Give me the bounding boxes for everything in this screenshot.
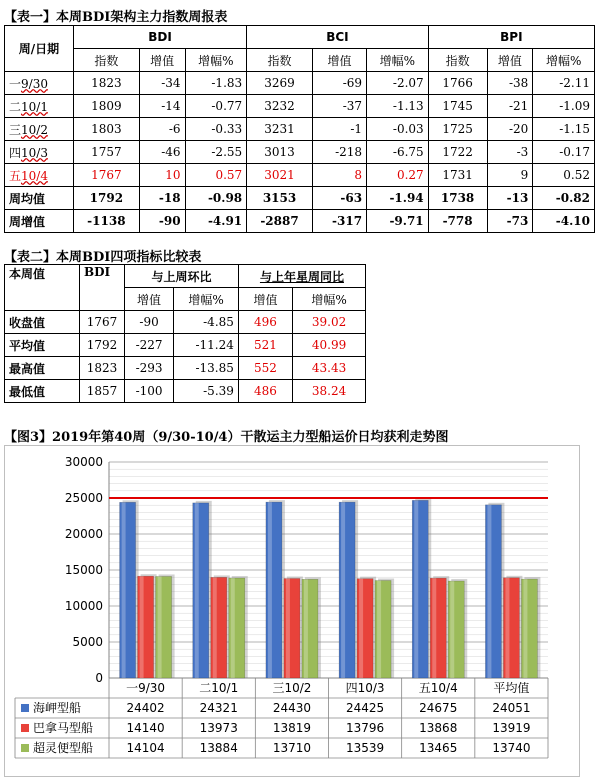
bci-cell: -6.75 — [367, 141, 429, 164]
bar — [284, 577, 303, 678]
bar — [485, 503, 504, 678]
yoy-pct-cell: 39.02 — [293, 311, 366, 334]
bar — [430, 576, 449, 678]
bar — [412, 498, 431, 678]
table1-subheader — [5, 49, 595, 72]
col-bdi-header: BDI — [80, 265, 125, 311]
category-label: 五10/4 — [418, 681, 458, 695]
wow-pct-cell: -5.39 — [174, 380, 239, 403]
bci-cell: 3153 — [247, 187, 313, 210]
date-cell — [5, 141, 74, 164]
bar — [302, 577, 321, 678]
table-row — [5, 357, 366, 380]
data-label: 14140 — [126, 721, 165, 735]
bdi-cell: -14 — [139, 95, 185, 118]
bpi-cell: -3 — [487, 141, 533, 164]
bpi-cell: -1.09 — [533, 95, 595, 118]
data-label: 14104 — [126, 741, 165, 755]
bar-highlight — [487, 505, 491, 678]
legend-label: 海岬型船 — [33, 701, 82, 715]
subheader-cell: 指数 — [74, 49, 140, 72]
bci-cell: 3021 — [247, 164, 313, 187]
summary-label: 周增值 — [5, 210, 74, 233]
wow-inc-cell: -90 — [125, 311, 174, 334]
category-label: 一9/30 — [126, 681, 166, 695]
row-label: 平均值 — [5, 334, 80, 357]
subheader-cell: 增幅% — [174, 288, 239, 311]
bpi-cell: -20 — [487, 118, 533, 141]
wow-pct-cell: -13.85 — [174, 357, 239, 380]
data-label: 13819 — [272, 721, 312, 735]
table-row — [5, 334, 366, 357]
subheader-cell: 增值 — [238, 288, 292, 311]
y-tick-label: 0 — [95, 671, 103, 685]
bar-highlight — [414, 500, 418, 678]
subheader-cell: 增幅% — [293, 288, 366, 311]
col-wow-header: 与上周环比 — [125, 265, 239, 288]
yoy-inc-cell: 496 — [238, 311, 292, 334]
row-label: 最低值 — [5, 380, 80, 403]
bdi-cell: 1792 — [74, 187, 140, 210]
table-row — [5, 311, 366, 334]
bar-highlight — [158, 576, 162, 678]
bar-highlight — [140, 576, 144, 678]
subheader-cell: 增值 — [312, 49, 366, 72]
data-label: 24430 — [272, 701, 312, 715]
weekday: 一 — [9, 76, 22, 91]
bar-highlight — [505, 578, 509, 678]
bar — [193, 501, 212, 678]
table2-header — [5, 265, 366, 288]
bpi-cell: 1745 — [428, 95, 487, 118]
bar — [138, 574, 157, 678]
weekday: 四 — [9, 145, 22, 160]
bdi-cell: -0.33 — [185, 118, 247, 141]
subheader-cell: 增幅% — [367, 49, 429, 72]
bci-cell: -1.94 — [367, 187, 429, 210]
bpi-cell: 1725 — [428, 118, 487, 141]
legend-label: 超灵便型船 — [33, 741, 94, 755]
data-label: 24051 — [492, 701, 531, 715]
bpi-cell: -73 — [487, 210, 533, 233]
wow-pct-cell: -11.24 — [174, 334, 239, 357]
data-label: 13539 — [345, 741, 385, 755]
group-header-bpi: BPI — [428, 26, 594, 49]
weekday: 三 — [9, 122, 22, 137]
bpi-cell: -21 — [487, 95, 533, 118]
bar-highlight — [523, 579, 527, 678]
bar-highlight — [122, 502, 126, 678]
bdi-cell: -18 — [139, 187, 185, 210]
data-label: 13796 — [345, 721, 385, 735]
bpi-cell: -0.17 — [533, 141, 595, 164]
data-label: 24675 — [419, 701, 458, 715]
bpi-cell: 9 — [487, 164, 533, 187]
bar — [120, 500, 139, 678]
date-cell — [5, 164, 74, 187]
subheader-cell: 增值 — [139, 49, 185, 72]
bar-highlight — [213, 577, 217, 678]
figure3-title: 【图3】2019年第40周（9/30-10/4）干散运主力型船运价日均获利走势图 — [4, 430, 449, 445]
bdi-cell: 1767 — [80, 311, 125, 334]
bpi-cell: -778 — [428, 210, 487, 233]
bar — [229, 576, 248, 678]
date: 10/3 — [21, 145, 48, 160]
table1-group-header — [5, 26, 595, 49]
bci-cell: -0.03 — [367, 118, 429, 141]
bar-highlight — [231, 578, 235, 678]
bdi-cell: 1809 — [74, 95, 140, 118]
bci-cell: -1.13 — [367, 95, 429, 118]
data-label: 13740 — [492, 741, 531, 755]
data-label: 24402 — [126, 701, 165, 715]
legend-swatch — [21, 704, 29, 712]
bar — [448, 579, 467, 678]
bar — [211, 575, 230, 678]
data-label: 24321 — [199, 701, 238, 715]
bar — [503, 576, 522, 678]
yoy-inc-cell: 521 — [238, 334, 292, 357]
bpi-cell: -4.10 — [533, 210, 595, 233]
bar-highlight — [341, 502, 345, 678]
bar — [266, 500, 285, 678]
category-label: 四10/3 — [345, 681, 385, 695]
bci-cell: -37 — [312, 95, 366, 118]
weekday: 二 — [9, 99, 22, 114]
legend-swatch — [21, 744, 29, 752]
weekday: 五 — [9, 168, 22, 183]
bdi-comparison-table — [4, 264, 366, 403]
col-yoy-header: 与上年星周同比 — [238, 265, 365, 288]
wow-pct-cell: -4.85 — [174, 311, 239, 334]
bpi-cell: 1731 — [428, 164, 487, 187]
bdi-cell: -1138 — [74, 210, 140, 233]
table-row — [5, 72, 595, 95]
bpi-cell: -13 — [487, 187, 533, 210]
bpi-cell: 1766 — [428, 72, 487, 95]
date-cell — [5, 118, 74, 141]
bdi-cell: 0.57 — [185, 164, 247, 187]
legend-swatch — [21, 724, 29, 732]
group-header-bci: BCI — [247, 26, 429, 49]
bar — [357, 577, 376, 678]
bpi-cell: 1722 — [428, 141, 487, 164]
bar — [156, 574, 175, 678]
data-label: 13919 — [492, 721, 531, 735]
bdi-cell: 10 — [139, 164, 185, 187]
yoy-inc-cell: 552 — [238, 357, 292, 380]
group-header-bdi: BDI — [74, 26, 247, 49]
subheader-cell: 增值 — [487, 49, 533, 72]
date: 10/1 — [21, 99, 48, 114]
date-cell — [5, 72, 74, 95]
date: 9/30 — [21, 76, 48, 91]
date: 10/2 — [21, 122, 48, 137]
bpi-cell: -38 — [487, 72, 533, 95]
wow-inc-cell: -293 — [125, 357, 174, 380]
bar-highlight — [432, 578, 436, 678]
bci-cell: -2887 — [247, 210, 313, 233]
bar-highlight — [450, 581, 454, 678]
bdi-cell: 1792 — [80, 334, 125, 357]
col-label-header: 本周值 — [5, 265, 80, 311]
bci-cell: 3269 — [247, 72, 313, 95]
y-tick-label: 5000 — [72, 635, 103, 649]
bdi-cell: -4.91 — [185, 210, 247, 233]
bar-highlight — [195, 503, 199, 678]
category-label: 二10/1 — [199, 681, 239, 695]
data-label: 13710 — [272, 741, 312, 755]
wow-inc-cell: -227 — [125, 334, 174, 357]
chart-container — [4, 445, 580, 777]
bdi-cell: -90 — [139, 210, 185, 233]
bar-highlight — [359, 579, 363, 678]
subheader-cell: 指数 — [428, 49, 487, 72]
bpi-cell: -1.15 — [533, 118, 595, 141]
data-label: 13973 — [199, 721, 238, 735]
bpi-cell: -2.11 — [533, 72, 595, 95]
bar-highlight — [304, 579, 308, 678]
subheader-cell: 指数 — [247, 49, 313, 72]
bdi-cell: -2.55 — [185, 141, 247, 164]
bci-cell: -1 — [312, 118, 366, 141]
row-label: 最高值 — [5, 357, 80, 380]
y-tick-label: 15000 — [64, 563, 103, 577]
bar — [521, 577, 540, 678]
bdi-cell: -34 — [139, 72, 185, 95]
table2-title: 【表二】本周BDI四项指标比较表 — [4, 250, 202, 265]
bdi-cell: 1757 — [74, 141, 140, 164]
bdi-cell: 1823 — [74, 72, 140, 95]
bci-cell: 3231 — [247, 118, 313, 141]
bci-cell: -69 — [312, 72, 366, 95]
bdi-cell: -0.98 — [185, 187, 247, 210]
yoy-pct-cell: 43.43 — [293, 357, 366, 380]
bdi-cell: 1767 — [74, 164, 140, 187]
bdi-cell: -46 — [139, 141, 185, 164]
subheader-cell: 增幅% — [185, 49, 247, 72]
summary-label: 周均值 — [5, 187, 74, 210]
yoy-pct-cell: 38.24 — [293, 380, 366, 403]
summary-row-avg — [5, 187, 595, 210]
bdi-cell: 1803 — [74, 118, 140, 141]
bci-cell: -317 — [312, 210, 366, 233]
bci-cell: -63 — [312, 187, 366, 210]
bdi-cell: -1.83 — [185, 72, 247, 95]
summary-row-inc — [5, 210, 595, 233]
bdi-cell: -6 — [139, 118, 185, 141]
wow-inc-cell: -100 — [125, 380, 174, 403]
bdi-cell: 1857 — [80, 380, 125, 403]
data-label: 13884 — [199, 741, 238, 755]
table-row — [5, 95, 595, 118]
bci-cell: 3232 — [247, 95, 313, 118]
bdi-cell: -0.77 — [185, 95, 247, 118]
bpi-cell: -0.82 — [533, 187, 595, 210]
yoy-inc-cell: 486 — [238, 380, 292, 403]
subheader-cell: 增值 — [125, 288, 174, 311]
y-tick-label: 20000 — [64, 527, 103, 541]
table-row — [5, 380, 366, 403]
legend-label: 巴拿马型船 — [33, 721, 94, 735]
y-tick-label: 10000 — [64, 599, 103, 613]
yoy-pct-cell: 40.99 — [293, 334, 366, 357]
bar — [375, 579, 394, 678]
bci-cell: -2.07 — [367, 72, 429, 95]
freight-rate-bar-chart — [5, 446, 579, 776]
table-row — [5, 118, 595, 141]
bci-cell: 0.27 — [367, 164, 429, 187]
bci-cell: 8 — [312, 164, 366, 187]
table1-title: 【表一】本周BDI架构主力指数周报表 — [4, 10, 228, 25]
data-label: 13465 — [419, 741, 458, 755]
data-label: 13868 — [419, 721, 458, 735]
bpi-cell: 1738 — [428, 187, 487, 210]
weekly-index-table — [4, 25, 595, 233]
bci-cell: -9.71 — [367, 210, 429, 233]
bar-highlight — [268, 502, 272, 678]
bdi-cell: 1823 — [80, 357, 125, 380]
bci-cell: 3013 — [247, 141, 313, 164]
row-label: 收盘值 — [5, 311, 80, 334]
bar-highlight — [286, 579, 290, 678]
bci-cell: -218 — [312, 141, 366, 164]
subheader-cell: 增幅% — [533, 49, 595, 72]
y-tick-label: 25000 — [64, 491, 103, 505]
date: 10/4 — [21, 168, 48, 183]
table-row — [5, 141, 595, 164]
category-label: 平均值 — [493, 681, 530, 695]
bar — [339, 500, 358, 678]
y-tick-label: 30000 — [64, 455, 103, 469]
bpi-cell: 0.52 — [533, 164, 595, 187]
date-cell — [5, 95, 74, 118]
data-label: 24425 — [345, 701, 385, 715]
bar-highlight — [377, 581, 381, 678]
date-header: 周/日期 — [5, 26, 74, 72]
category-label: 三10/2 — [272, 681, 312, 695]
table-row — [5, 164, 595, 187]
